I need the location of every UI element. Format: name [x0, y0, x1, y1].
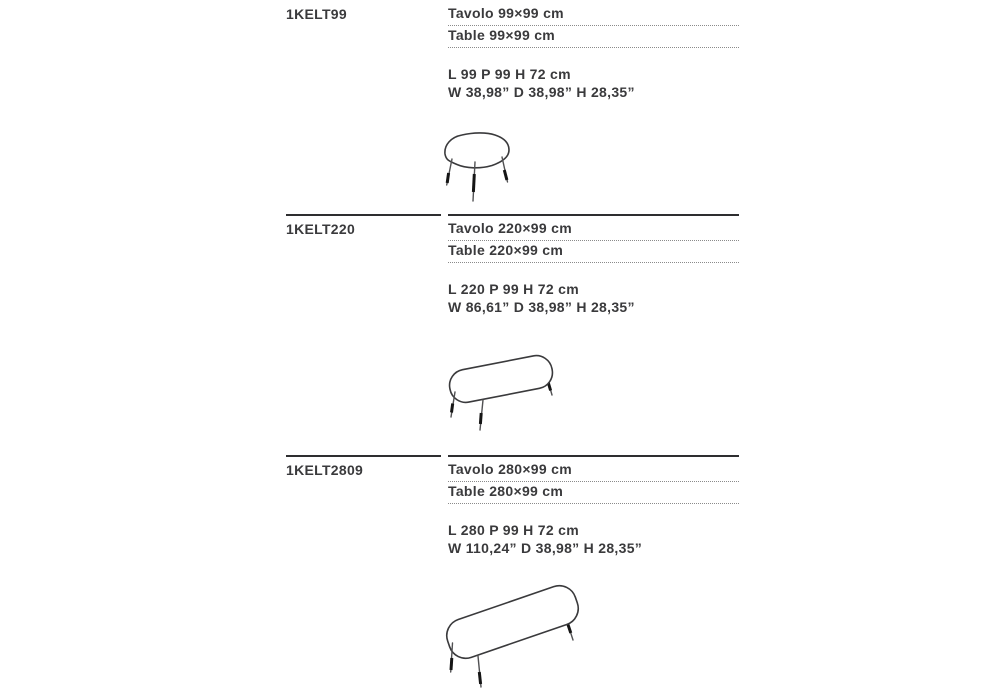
product-name-it: Tavolo 99×99 cm: [448, 6, 739, 26]
dimensions-imperial: W 86,61” D 38,98” H 28,35”: [448, 299, 635, 315]
product-section-1kelt2809: [286, 455, 739, 700]
dimensions-imperial: W 38,98” D 38,98” H 28,35”: [448, 84, 635, 100]
dimensions-imperial: W 110,24” D 38,98” H 28,35”: [448, 540, 643, 556]
product-code: 1KELT2809: [286, 455, 441, 557]
table-leg-foot: [480, 413, 481, 424]
product-description: [448, 0, 739, 101]
product-section-1kelt99: [286, 0, 739, 214]
table-top-outline: [447, 353, 555, 405]
product-dimensions: [448, 280, 739, 316]
table-leg-foot: [504, 170, 507, 180]
product-name-it: Tavolo 220×99 cm: [448, 221, 739, 241]
product-dimensions: [448, 521, 739, 557]
product-dimensions: [448, 65, 739, 101]
table-leg-foot: [452, 404, 453, 413]
table-sketch-280x99: [435, 579, 640, 700]
product-description: [448, 214, 739, 316]
table-leg-foot: [451, 658, 452, 670]
table-top-outline: [445, 133, 509, 168]
dimensions-metric: L 99 P 99 H 72 cm: [448, 66, 571, 82]
product-header-row: [286, 0, 739, 101]
product-name-en: Table 280×99 cm: [448, 484, 739, 504]
product-code: 1KELT99: [286, 6, 347, 22]
dimensions-metric: L 220 P 99 H 72 cm: [448, 281, 579, 297]
product-name-en: Table 99×99 cm: [448, 28, 739, 48]
table-leg-foot: [479, 672, 480, 684]
product-header-row: [286, 214, 739, 316]
table-sketch-220x99: [433, 350, 623, 445]
table-leg-foot: [473, 174, 474, 192]
table-leg-foot: [447, 173, 448, 183]
table-sketch-99x99: [428, 126, 538, 211]
dimensions-metric: L 280 P 99 H 72 cm: [448, 522, 579, 538]
product-name-it: Tavolo 280×99 cm: [448, 462, 739, 482]
product-section-1kelt220: [286, 214, 739, 455]
product-code: 1KELT220: [286, 214, 441, 316]
table-top-outline: [442, 581, 583, 663]
product-header-row: [286, 455, 739, 557]
product-name-en: Table 220×99 cm: [448, 243, 739, 263]
product-description: [448, 455, 739, 557]
